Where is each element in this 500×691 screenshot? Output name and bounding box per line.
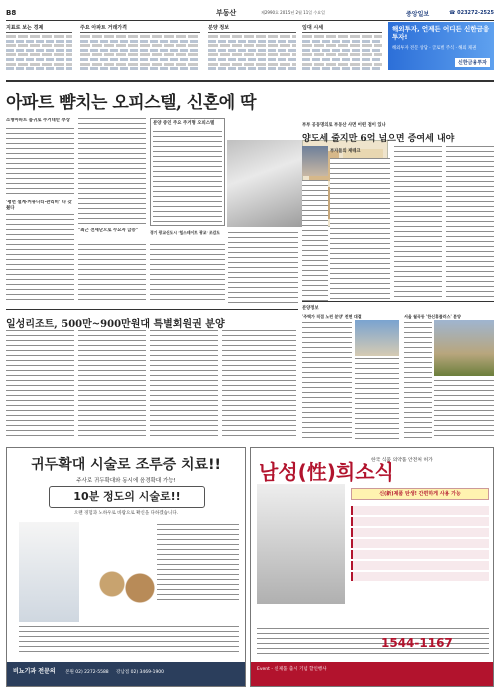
article-body <box>228 232 298 304</box>
ad-caption: 오랜 경험과 노하우로 바람으로 확신을 다하겠습니다. <box>73 511 179 516</box>
news-thumbnail <box>355 320 399 356</box>
building-photo <box>227 140 302 227</box>
columnist-photo <box>302 146 328 176</box>
market-table-title: 지표로 보는 경제 <box>6 24 72 33</box>
article-body <box>150 330 218 440</box>
right-column-label: 부부 공동명의로 부동산 사면 어떤 점이 있나 <box>302 123 386 128</box>
section-rule <box>302 301 494 302</box>
article-body <box>6 330 74 440</box>
photo-caption-block <box>150 230 225 235</box>
dateline: 제2990호 2015년 2월 11일 수요일 <box>261 10 325 15</box>
market-table-title: 주요 아파트 거래가격 <box>80 24 200 33</box>
subhead-1-block <box>6 200 74 212</box>
lead-kicker: 소형아파트 품귀로 주거대안 부상 <box>6 118 70 123</box>
article-body <box>222 330 296 440</box>
article-body <box>446 146 494 302</box>
section-name: 부동산 <box>216 9 237 17</box>
hotline: ☎ 023272-2525 <box>449 10 494 16</box>
bank-logo: 신한금융투자 <box>455 58 490 67</box>
phone-main[interactable]: 본원 02) 2272-5588 <box>65 670 109 675</box>
product-image <box>91 568 161 608</box>
section-rule <box>6 80 494 82</box>
product-image <box>257 484 345 604</box>
subhead-1: '평면 설계·커뮤니티·관리비' 다 갖췄다 <box>6 200 72 211</box>
lead-kicker-block <box>6 118 74 124</box>
right-column-headline: 양도세 줄지만 6억 넘으면 증여세 내야 <box>302 134 455 144</box>
market-table-1 <box>6 24 72 72</box>
ad-pill: 10분 정도의 시술로!! <box>49 486 205 508</box>
market-table-3 <box>208 24 296 72</box>
ad-subtitle: 주사로 귀두확대와 동시에 음경확대 가능! <box>76 478 176 484</box>
sidebar-table-rows <box>153 131 222 223</box>
subhead-2: "최근 전세난으로 수요자 급증" <box>78 228 139 233</box>
phone-branch[interactable]: 강남점 02) 3469-1900 <box>116 670 165 675</box>
ad-body: 해외투자 전문 상담 · 글로벌 주식 · 해외 채권 <box>392 45 477 51</box>
apartment-photo <box>434 320 494 376</box>
section-rule <box>6 309 298 310</box>
section2-headline: 일성리조트, 500만~900만원대 특별회원권 분양 <box>6 319 225 330</box>
article-body <box>404 322 432 440</box>
ad-banner: 신(新)제품 탄생! 간편하게 사용 가능 <box>351 488 489 500</box>
sidebar-table <box>150 118 225 226</box>
investment-ad[interactable] <box>388 22 494 70</box>
clinic-ad[interactable] <box>6 447 246 687</box>
doctor-photo <box>19 522 79 622</box>
ad-body-lines <box>157 524 239 604</box>
news-brief-title: 서울 월곡동 '한신휴플러스' 분양 <box>404 314 461 319</box>
market-table-4 <box>302 24 382 72</box>
supplement-ad[interactable] <box>250 447 494 687</box>
article-body <box>302 180 328 302</box>
ad-event: Event - 신제품 출시 기념 할인행사 <box>257 667 327 672</box>
sidebar-table-title: 분양 중인 주요 주거형 오피스텔 <box>153 121 215 126</box>
article-body <box>355 358 399 440</box>
ad-title: 귀두확대 시술로 조루증 치료!! <box>31 457 221 473</box>
article-body <box>78 244 146 304</box>
article-body <box>6 214 74 304</box>
ad-headline: 해외투자, 언제든 어디든 신한금융투자! <box>392 25 490 41</box>
clinic-name: 비뇨기과 전문의 <box>13 668 56 675</box>
brand-name: 중앙일보 <box>406 10 430 18</box>
main-headline: 아파트 뺨치는 오피스텔, 신혼에 딱 <box>6 93 256 113</box>
ad-body-lines <box>19 626 239 656</box>
ad-title: 남성(性)희소식 <box>259 460 394 484</box>
article-body <box>434 380 494 440</box>
article-body <box>78 330 146 440</box>
page-header <box>6 7 494 19</box>
article-body <box>78 118 146 226</box>
photo-caption: 경기 광교신도시 '힐스테이트 광교' 조감도 <box>150 230 220 235</box>
subhead-2-block <box>78 228 146 234</box>
ad-subtitle: 한국 식품 의약품 안전처 허가 <box>371 458 433 463</box>
news-brief-subtitle: '주택가 직접 노린 분양' 전면 대결 <box>302 314 362 319</box>
columnist-label: 부자들의 재테크 <box>330 149 361 154</box>
article-body <box>6 128 74 198</box>
ad-bullet-list <box>351 506 489 602</box>
ad-phone[interactable]: 1544-1167 <box>381 636 453 650</box>
market-table-2 <box>80 24 200 72</box>
market-table-title: 분양 정보 <box>208 24 296 33</box>
ad-event-bar <box>251 662 493 686</box>
article-body <box>150 244 225 304</box>
article-body <box>302 322 352 440</box>
news-brief-title: 분양정보 <box>302 306 319 311</box>
ad-contact-bar <box>7 662 245 686</box>
article-body <box>330 158 390 302</box>
market-table-title: 임대 시세 <box>302 24 382 33</box>
article-body <box>394 146 442 302</box>
page-number: B8 <box>6 9 17 17</box>
header-rule <box>6 20 494 21</box>
ad-body-lines <box>257 628 489 658</box>
